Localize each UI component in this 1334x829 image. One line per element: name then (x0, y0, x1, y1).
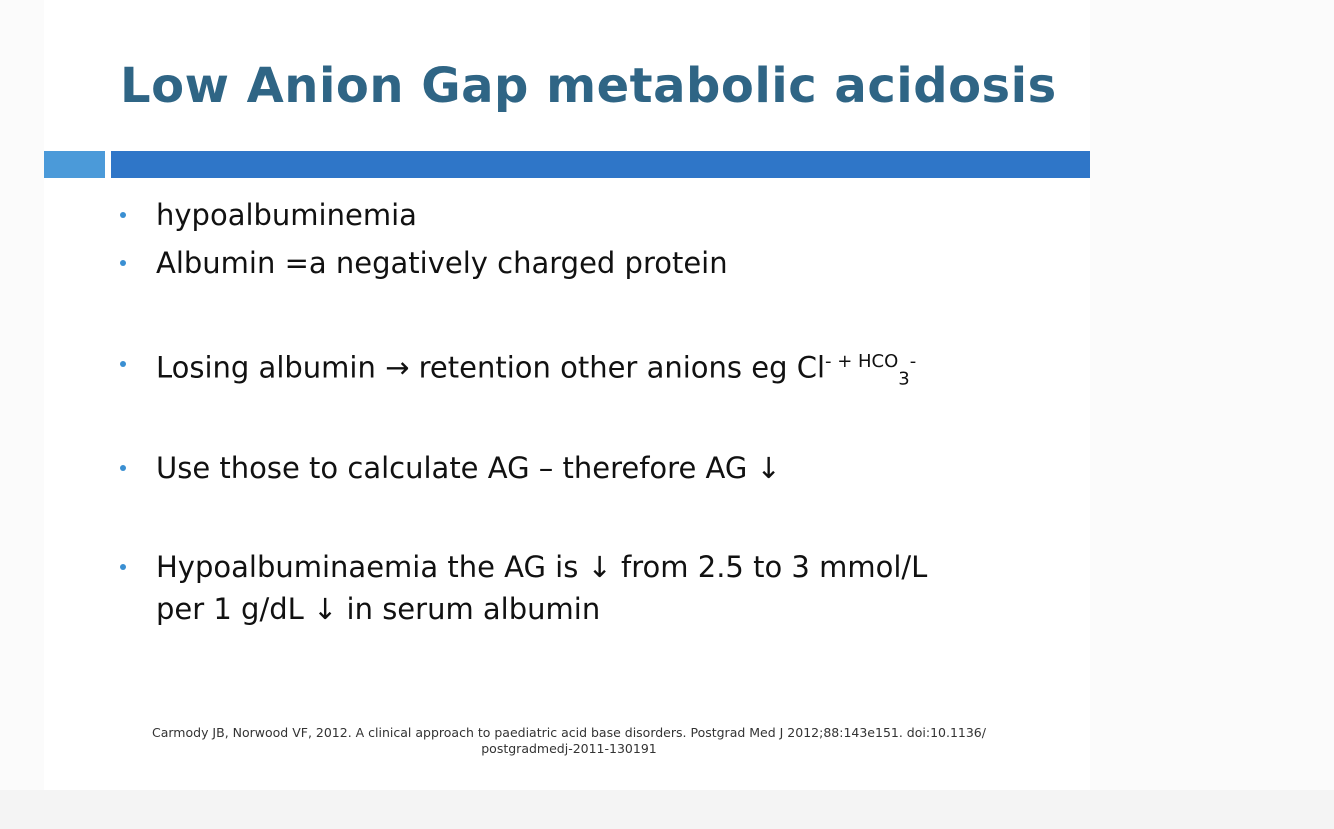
hco3-charge: - (909, 351, 917, 372)
citation-line-2: postgradmedj-2011-130191 (481, 741, 657, 756)
bullet-1-text: hypoalbuminemia (156, 198, 417, 232)
slide (44, 0, 1090, 790)
hco3-subscript: 3 (898, 368, 910, 390)
bullet-dot (120, 260, 126, 266)
chloride-charge: - (825, 351, 832, 372)
bullet-dot (120, 361, 126, 367)
bullet-dot (120, 564, 126, 570)
bullet-5-line-2: per 1 g/dL ↓ in serum albumin (156, 592, 601, 626)
citation-line-1: Carmody JB, Norwood VF, 2012. A clinical approach to paediatric acid base disorders. Postgrad Med J 2012;88:143e151. doi:10.1136/ (152, 725, 986, 740)
bullet-dot (120, 465, 126, 471)
citation (134, 725, 1004, 757)
title-accent-bar (44, 151, 105, 178)
slide-title: Low Anion Gap metabolic acidosis (120, 58, 1057, 114)
bullet-5-line-1: Hypoalbuminaemia the AG is ↓ from 2.5 to 3 mmol/L (156, 550, 928, 584)
bullet-4-text: Use those to calculate AG – therefore AG ↓ (156, 451, 781, 485)
bullet-3-main: Losing albumin → retention other anions eg Cl (156, 350, 825, 385)
bullet-2-text: Albumin =a negatively charged protein (156, 246, 728, 280)
bullet-3-text (156, 341, 916, 400)
title-divider-bar (111, 151, 1090, 178)
bullet-dot (120, 212, 126, 218)
bottom-strip (0, 790, 1334, 829)
bullet-3-plus-hco: + HCO (831, 351, 899, 372)
